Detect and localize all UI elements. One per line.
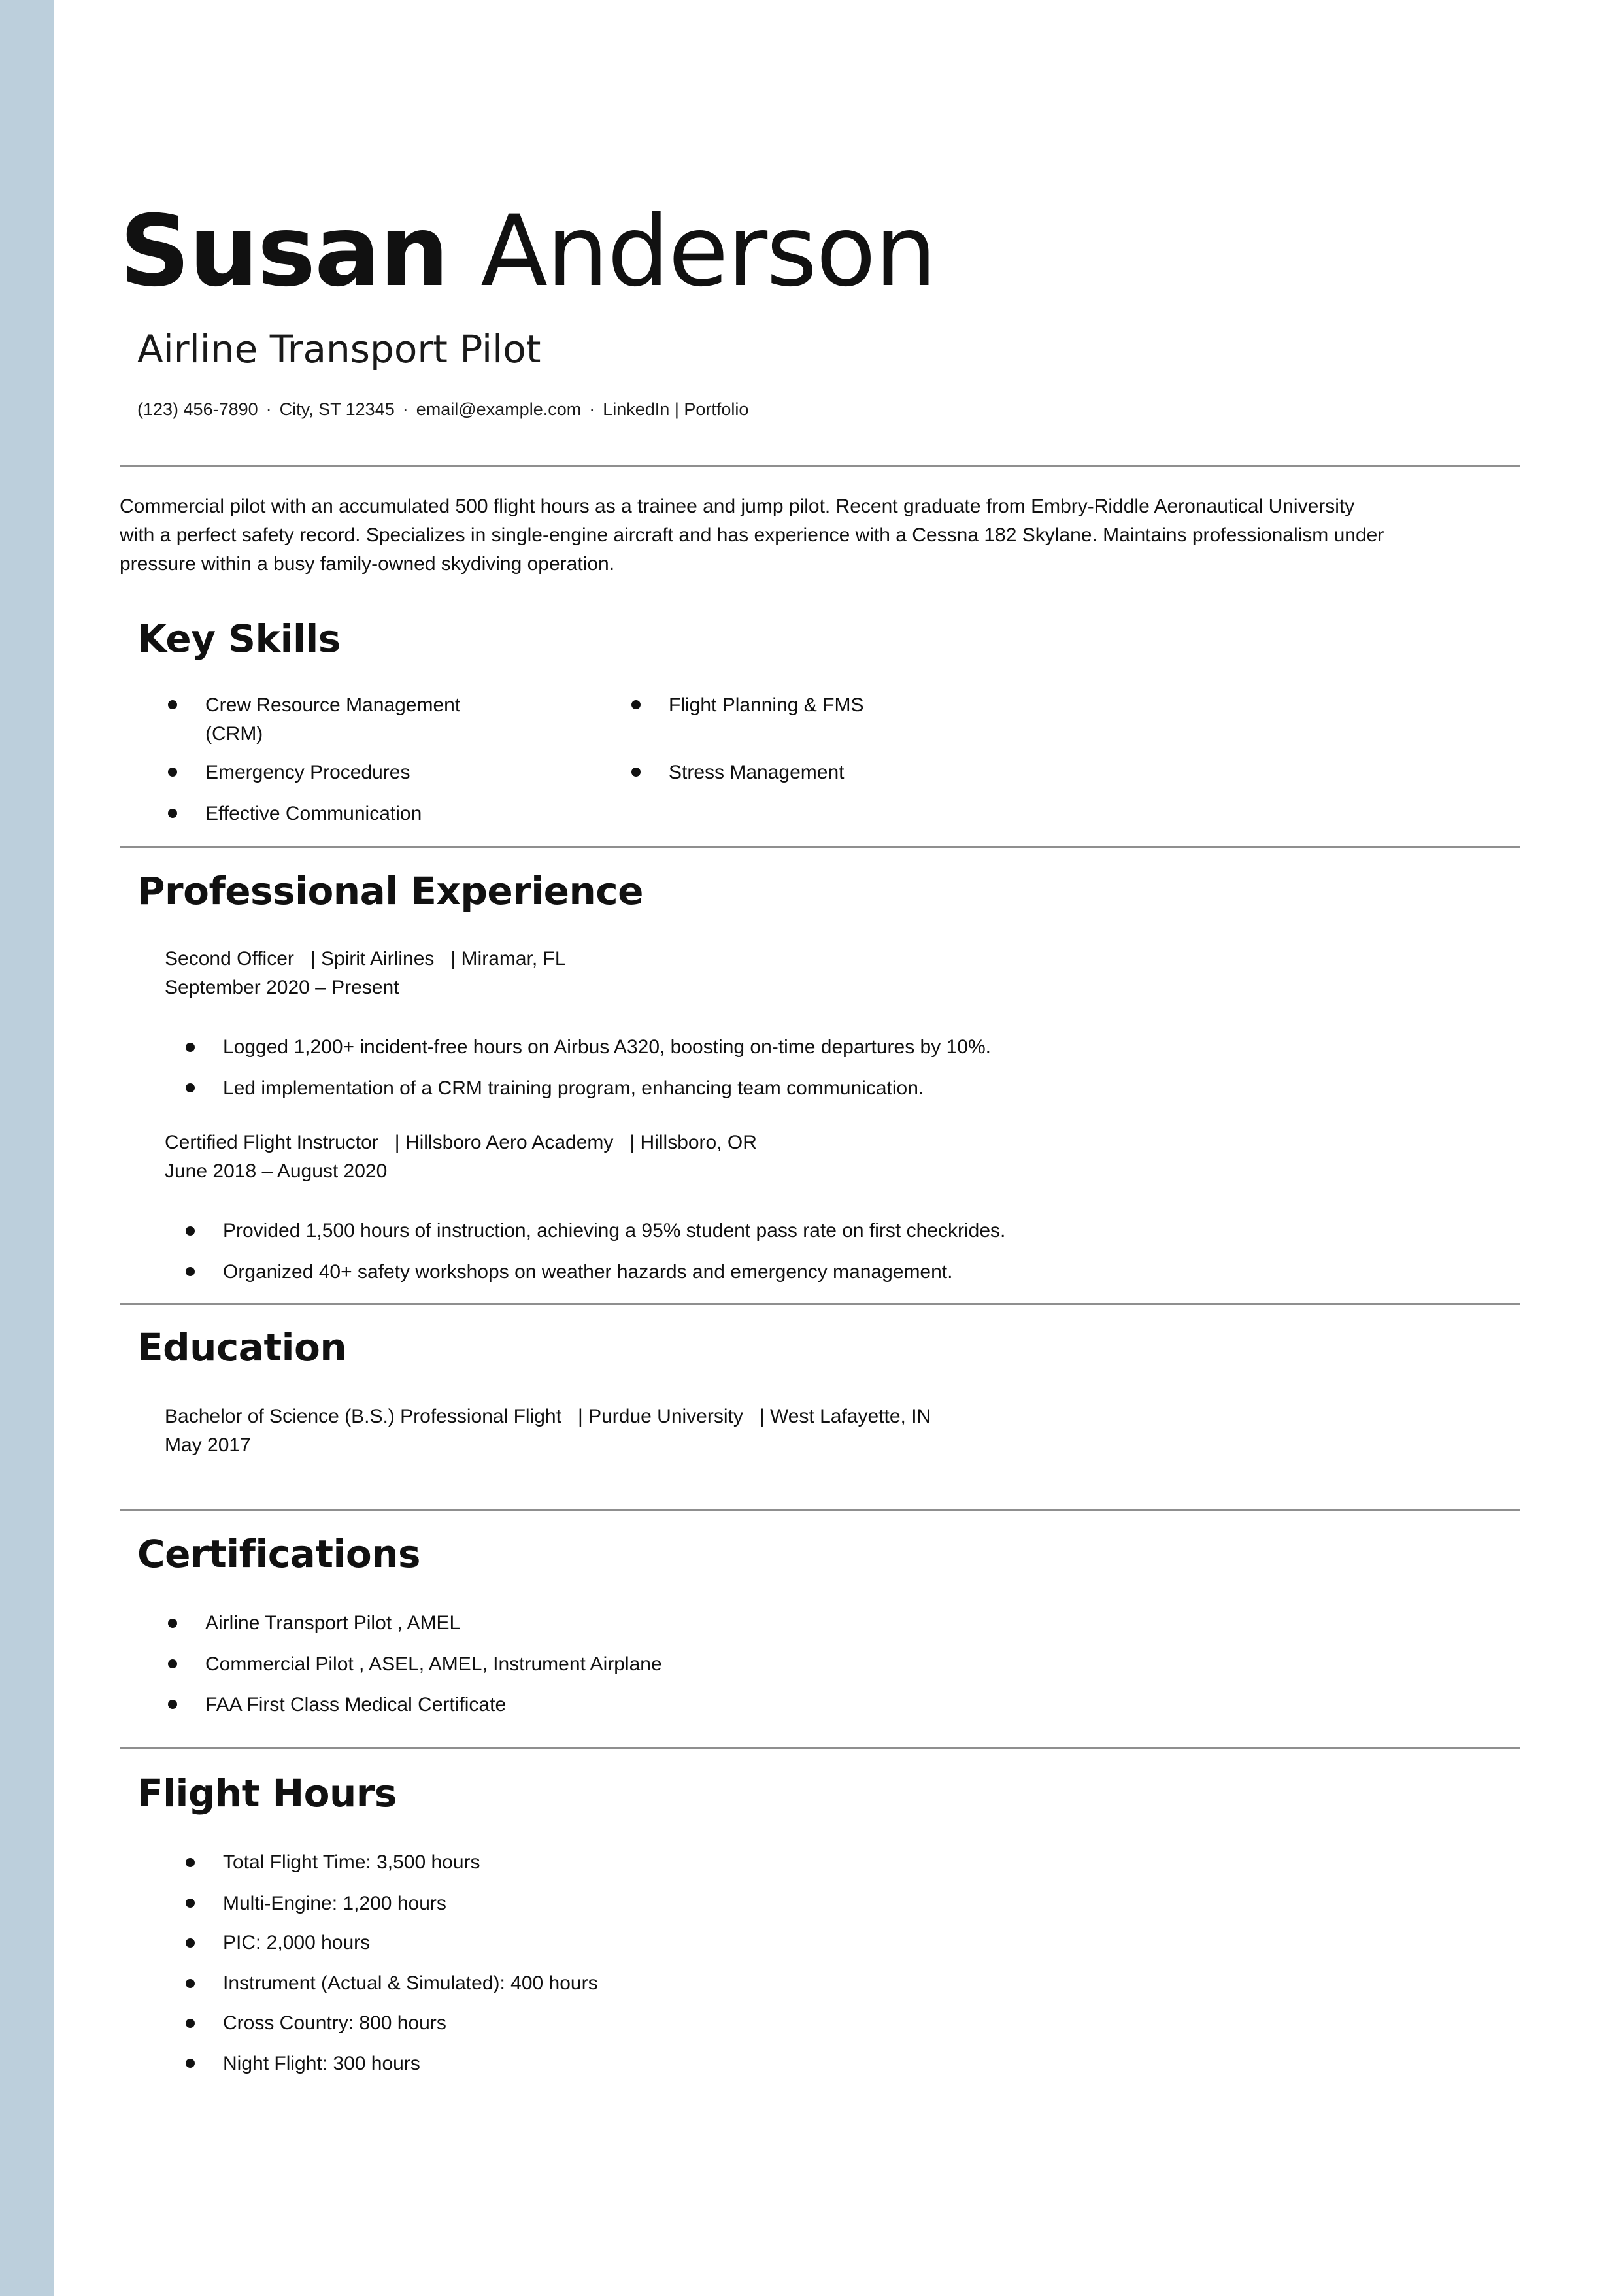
education-date: May 2017 — [165, 1434, 251, 1456]
bullet-icon — [168, 768, 177, 777]
job-dates: June 2018 – August 2020 — [165, 1160, 388, 1182]
skills-heading: Key Skills — [137, 616, 341, 661]
experience-heading: Professional Experience — [137, 869, 644, 913]
last-name: Anderson — [480, 195, 936, 309]
bullet-icon — [631, 768, 641, 777]
education-header: Bachelor of Science (B.S.) Professional Flight | Purdue University | West Lafayette, IN — [165, 1406, 931, 1427]
certification-item: Airline Transport Pilot , AMEL — [205, 1612, 461, 1634]
bullet-icon — [168, 700, 177, 709]
job-bullet: Provided 1,500 hours of instruction, achieving a 95% student pass rate on first checkrides. — [223, 1220, 1006, 1241]
job-header: Certified Flight Instructor | Hillsboro Aero Academy | Hillsboro, OR — [165, 1132, 757, 1153]
contact-line — [137, 396, 748, 422]
job-bullet: Organized 40+ safety workshops on weather hazards and emergency management. — [223, 1261, 953, 1283]
bullet-icon — [186, 1226, 195, 1236]
separator-dot: · — [589, 399, 595, 419]
flight-hours-item: Multi-Engine: 1,200 hours — [223, 1893, 446, 1914]
side-accent-band — [0, 0, 54, 2296]
first-name: Susan — [120, 195, 448, 309]
summary-paragraph: Commercial pilot with an accumulated 500 flight hours as a trainee and jump pilot. Recent graduate from Embry-Riddle Aeronautical University with a perfect safety record. Specializes in single-engine aircraft and has experience with a Cessna 182 Skylane. Maintains professionalism under pressure within a busy family-owned skydiving operation. — [120, 496, 1384, 575]
bullet-icon — [186, 1979, 195, 1988]
separator-dot: · — [265, 399, 272, 419]
skill-item: Stress Management — [669, 762, 845, 783]
skill-item: Crew Resource Management (CRM) — [205, 694, 461, 745]
flight-hours-item: Instrument (Actual & Simulated): 400 hours — [223, 1972, 598, 1994]
flight-hours-item: PIC: 2,000 hours — [223, 1932, 371, 1953]
location: City, ST 12345 — [279, 399, 395, 419]
divider — [120, 465, 1520, 467]
job-dates: September 2020 – Present — [165, 977, 399, 998]
bullet-icon — [186, 2019, 195, 2028]
bullet-icon — [168, 1659, 177, 1668]
bullet-icon — [186, 1938, 195, 1948]
candidate-name — [120, 186, 935, 317]
job-header: Second Officer | Spirit Airlines | Miramar, FL — [165, 948, 566, 970]
bullet-icon — [168, 809, 177, 818]
bullet-icon — [186, 1083, 195, 1092]
bullet-icon — [186, 1858, 195, 1867]
bullet-icon — [186, 2059, 195, 2068]
bullet-icon — [186, 1899, 195, 1908]
bullet-icon — [186, 1267, 195, 1276]
job-bullet: Led implementation of a CRM training program, enhancing team communication. — [223, 1077, 924, 1099]
email-link[interactable]: email@example.com — [416, 399, 582, 419]
phone: (123) 456-7890 — [137, 399, 258, 419]
skill-item: Emergency Procedures — [205, 762, 410, 783]
bullet-icon — [186, 1043, 195, 1052]
flight-hours-item: Cross Country: 800 hours — [223, 2012, 446, 2034]
bullet-icon — [631, 700, 641, 709]
separator-dot: · — [402, 399, 409, 419]
certification-item: Commercial Pilot , ASEL, AMEL, Instrument Airplane — [205, 1653, 662, 1675]
education-heading: Education — [137, 1325, 347, 1370]
divider — [120, 1303, 1520, 1305]
job-headline: Airline Transport Pilot — [137, 327, 541, 371]
divider — [120, 846, 1520, 848]
flight-hours-heading: Flight Hours — [137, 1771, 397, 1815]
skill-item: Effective Communication — [205, 803, 422, 824]
divider — [120, 1747, 1520, 1749]
bullet-icon — [168, 1700, 177, 1709]
certification-item: FAA First Class Medical Certificate — [205, 1694, 507, 1715]
certifications-heading: Certifications — [137, 1532, 421, 1576]
bullet-icon — [168, 1619, 177, 1628]
profile-links[interactable]: LinkedIn | Portfolio — [603, 399, 749, 419]
divider — [120, 1509, 1520, 1511]
job-bullet: Logged 1,200+ incident-free hours on Airbus A320, boosting on-time departures by 10%. — [223, 1036, 991, 1058]
flight-hours-item: Night Flight: 300 hours — [223, 2053, 420, 2074]
skill-item: Flight Planning & FMS — [669, 694, 864, 716]
flight-hours-item: Total Flight Time: 3,500 hours — [223, 1851, 480, 1873]
